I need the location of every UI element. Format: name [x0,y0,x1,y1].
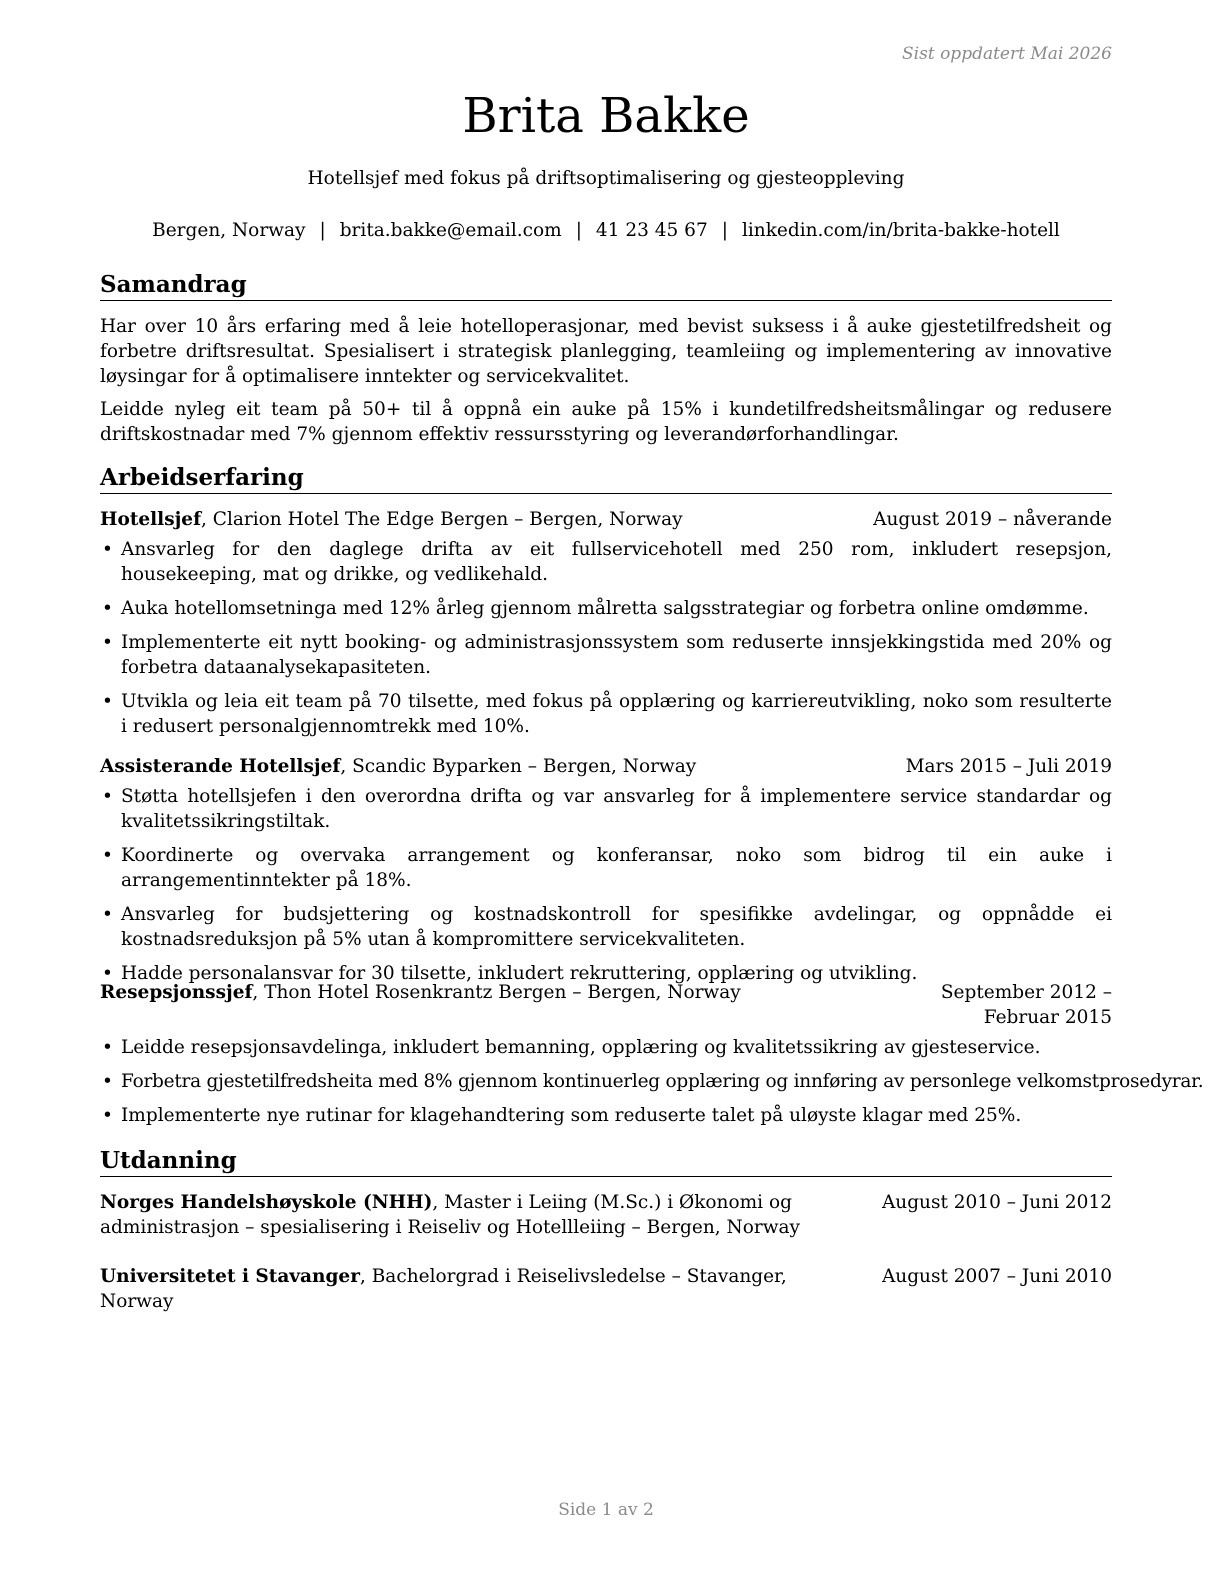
section-title-experience: Arbeidserfaring [100,464,1112,494]
job-title-line [100,980,854,1030]
education-detail: , Bachelorgrad i Reiselivsledelse – Stavanger, Norway [100,1266,787,1312]
job-bullets [100,1035,1204,1137]
job-title-line [100,754,888,779]
contact-location: Bergen, Norway [152,220,306,241]
job-bullets [100,537,1112,748]
education-entry [100,1190,1112,1240]
education-line [100,1264,864,1314]
education-school: Universitetet i Stavanger [100,1266,360,1287]
contact-phone: 41 23 45 67 [595,220,708,241]
list-item: • Implementerte nye rutinar for klagehandtering som reduserte talet på uløyste klagar med 25%. [100,1103,1112,1128]
list-item: • Koordinerte og overvaka arrangement og konferansar, noko som bidrog til ein auke i arrangementinntekter på 18%. [100,843,1112,893]
job-company: , Scandic Byparken – Bergen, Norway [340,756,697,777]
education-entry [100,1264,1112,1314]
job-role: Hotellsjef [100,509,202,530]
list-item: • Auka hotellomsetninga med 12% årleg gjennom målretta salgsstrategiar og forbetra online omdømme. [100,596,1112,621]
contact-email[interactable]: brita.bakke@email.com [339,220,562,241]
job-title-line [100,507,855,532]
education-detail: , Master i Leiing (M.Sc.) i Økonomi og administrasjon – spesialisering i Reiseliv og Hotellleiing – Bergen, Norway [100,1192,801,1238]
candidate-name: Brita Bakke [462,88,750,144]
job-company: , Clarion Hotel The Edge Bergen – Bergen, Norway [201,509,683,530]
contact-line [100,218,1112,244]
education-school: Norges Handelshøyskole (NHH) [100,1192,433,1213]
job-dates: Mars 2015 – Juli 2019 [905,756,1112,777]
list-item: • Støtta hotellsjefen i den overordna drifta og var ansvarleg for å implementere service standardar og kvalitetssikringstiltak. [100,784,1112,834]
section-title-education: Utdanning [100,1147,1112,1177]
contact-separator: | [319,220,326,241]
education-dates: August 2007 – Juni 2010 [881,1266,1112,1287]
list-item: • Utvikla og leia eit team på 70 tilsette, med fokus på opplæring og karriereutvikling, noko som resulterte i redusert personalgjennomtrekk med 10%. [100,689,1112,739]
contact-linkedin[interactable]: linkedin.com/in/brita-bakke-hotell [741,220,1060,241]
job-company: , Thon Hotel Rosenkrantz Bergen – Bergen, Norway [252,982,741,1003]
job-dates: August 2019 – nåverande [873,509,1112,530]
list-item: • Hadde personalansvar for 30 tilsette, inkludert rekruttering, opplæring og utvikling. [100,961,1112,986]
list-item: • Ansvarleg for den daglege drifta av eit fullservicehotell med 250 rom, inkludert resepsjon, housekeeping, mat og drikke, og vedlikehald. [100,537,1112,587]
list-item: • Forbetra gjestetilfredsheita med 8% gjennom kontinuerleg opplæring og innføring av personlege velkomstprosedyrar. [100,1069,1112,1094]
education-line [100,1190,864,1240]
page-number: Side 1 av 2 [558,1500,654,1520]
job-role: Assisterande Hotellsjef [100,756,341,777]
last-updated: Sist oppdatert Mai 2026 [902,44,1112,64]
list-item: • Leidde resepsjonsavdelinga, inkludert bemanning, opplæring og kvalitetssikring av gjesteservice. [100,1035,1112,1060]
summary-paragraph: Leidde nyleg eit team på 50+ til å oppnå ein auke på 15% i kundetilfredsheitsmålingar og redusere driftskostnadar med 7% gjennom effektiv ressursstyring og leverandørforhandlingar. [100,399,1112,445]
job-bullets [100,784,1112,995]
list-item: • Implementerte eit nytt booking- og administrasjonssystem som reduserte innsjekkingstida med 20% og forbetra dataanalysekapasiteten. [100,630,1112,680]
job-header [100,980,1112,1030]
job-role: Resepsjonssjef [100,982,253,1003]
job-dates: September 2012 – Februar 2015 [940,982,1112,1028]
resume-page [100,0,1204,1584]
summary-block [100,314,1112,455]
education-dates: August 2010 – Juni 2012 [881,1192,1112,1213]
job-header [100,754,1112,779]
list-item: • Ansvarleg for budsjettering og kostnadskontroll for spesifikke avdelingar, og oppnådde ei kostnadsreduksjon på 5% utan å kompromittere servicekvaliteten. [100,902,1112,952]
summary-paragraph: Har over 10 års erfaring med å leie hotelloperasjonar, med bevist suksess i å auke gjestetilfredsheit og forbetre driftsresultat. Spesialisert i strategisk planlegging, teamleiing og implementering av innovative løysingar for å optimalisere inntekter og servicekvalitet. [100,316,1112,387]
section-title-summary: Samandrag [100,271,1112,301]
tagline: Hotellsjef med fokus på driftsoptimalisering og gjesteoppleving [307,168,905,189]
contact-separator: | [575,220,582,241]
contact-separator: | [721,220,728,241]
job-header [100,507,1112,532]
